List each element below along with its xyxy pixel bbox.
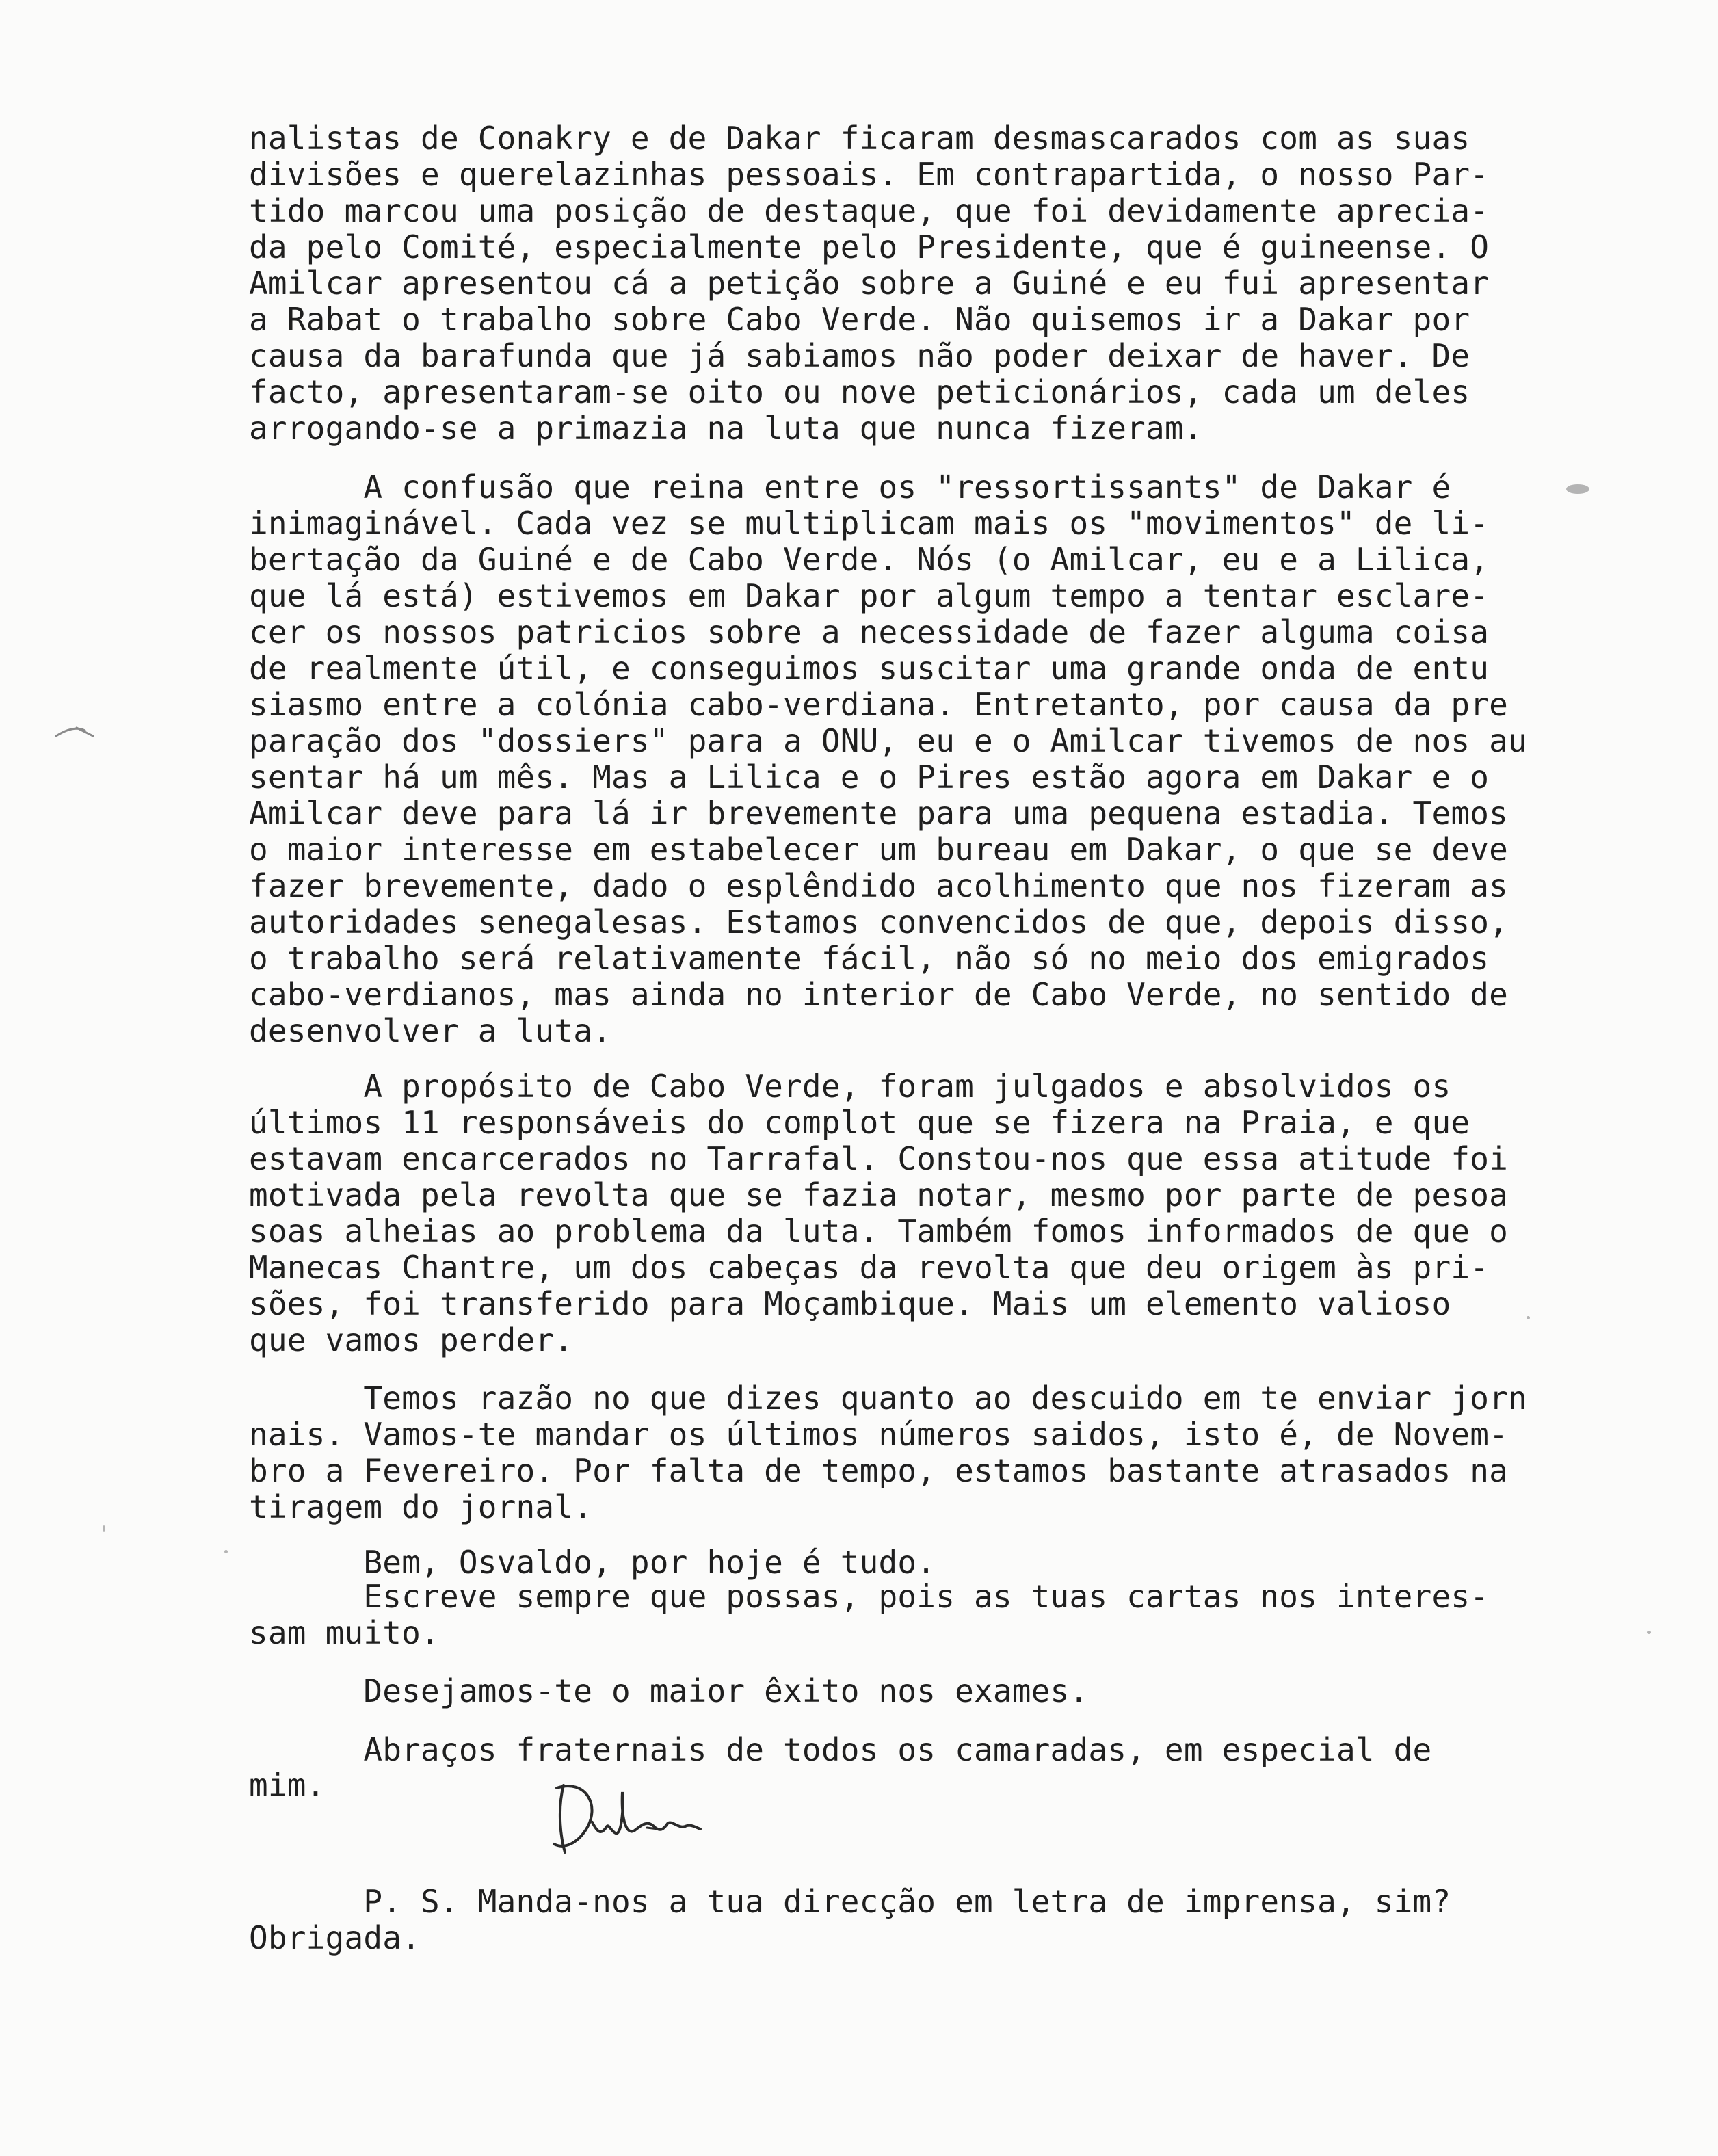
letter-closing-line-1: Bem, Osvaldo, por hoje é tudo. [249,1544,936,1581]
handwritten-signature [544,1765,715,1861]
paper-speck [1647,1631,1651,1634]
letter-greeting-end: mim. [249,1767,326,1804]
paper-speck [1527,1316,1530,1319]
letter-paragraph-2: A confusão que reina entre os "ressortissants" de Dakar é inimaginável. Cada vez se multiplicam mais os "movimentos" de li- bertação da Guiné e de Cabo Verde. Nós (o Amilcar, eu e a Lilica, que lá está) estivemos em Dakar por algum tempo a tentar esclare- cer os nossos patricios sobre a necessidade de fazer alguma coisa de realmente útil, e conseguimos suscitar uma grande onda de entu siasmo entre a colónia cabo-verdiana. Entretanto, por causa da pre paração dos "dossiers" para a ONU, eu e o Amilcar tivemos de nos au sentar há um mês. Mas a Lilica e o Pires estão agora em Dakar e o Amilcar deve para lá ir brevemente para uma pequena estadia. Temos o maior interesse em estabelecer um bureau em Dakar, o que se deve fazer brevemente, dado o esplêndido acolhimento que nos fizeram as autoridades senegalesas. Estamos convencidos de que, depois disso, o trabalho será relativamente fácil, não só no meio dos emigrados cabo-verdianos, mas ainda no interior de Cabo Verde, no sentido de desenvolver a luta. [249,469,1527,1049]
letter-paragraph-1: nalistas de Conakry e de Dakar ficaram desmascarados com as suas divisões e querelazinhas pessoais. Em contrapartida, o nosso Par- tido marcou uma posição de destaque, que foi devidamente aprecia- da pelo Comité, especialmente pelo Presidente, que é guineense. O Amilcar apresentou cá a petição sobre a Guiné e eu fui apresentar a Rabat o trabalho sobre Cabo Verde. Não quisemos ir a Dakar por causa da barafunda que já sabiamos não poder deixar de haver. De facto, apresentaram-se oito ou nove peticionários, cada um deles arrogando-se a primazia na luta que nunca fizeram. [249,120,1490,447]
letter-paragraph-3: A propósito de Cabo Verde, foram julgados e absolvidos os últimos 11 responsáveis do complot que se fizera na Praia, e que estavam encarcerados no Tarrafal. Constou-nos que essa atitude foi motivada pela revolta que se fazia notar, mesmo por parte de pesoa soas alheias ao problema da luta. Também fomos informados de que o Manecas Chantre, um dos cabeças da revolta que deu origem às pri- sões, foi transferido para Moçambique. Mais um elemento valioso que vamos perder. [249,1068,1509,1358]
paper-speck [224,1550,228,1553]
signature-drawing [544,1765,715,1861]
letter-postscript: P. S. Manda-nos a tua direcção em letra de imprensa, sim? Obrigada. [249,1883,1451,1956]
paper-speck [103,1525,105,1532]
letter-greeting: Abraços fraternais de todos os camaradas, em especial de [249,1731,1432,1768]
letter-paragraph-4: Temos razão no que dizes quanto ao descuido em te enviar jorn nais. Vamos-te mandar os últimos números saidos, isto é, de Novem- bro a Fevereiro. Por falta de tempo, estamos bastante atrasados na tiragem do jornal. [249,1380,1527,1525]
paper-speck [1566,484,1589,494]
letter-wishes: Desejamos-te o maior êxito nos exames. [249,1672,1089,1709]
letter-closing-line-2: Escreve sempre que possas, pois as tuas cartas nos interes- sam muito. [249,1578,1490,1651]
margin-mark [53,721,108,741]
